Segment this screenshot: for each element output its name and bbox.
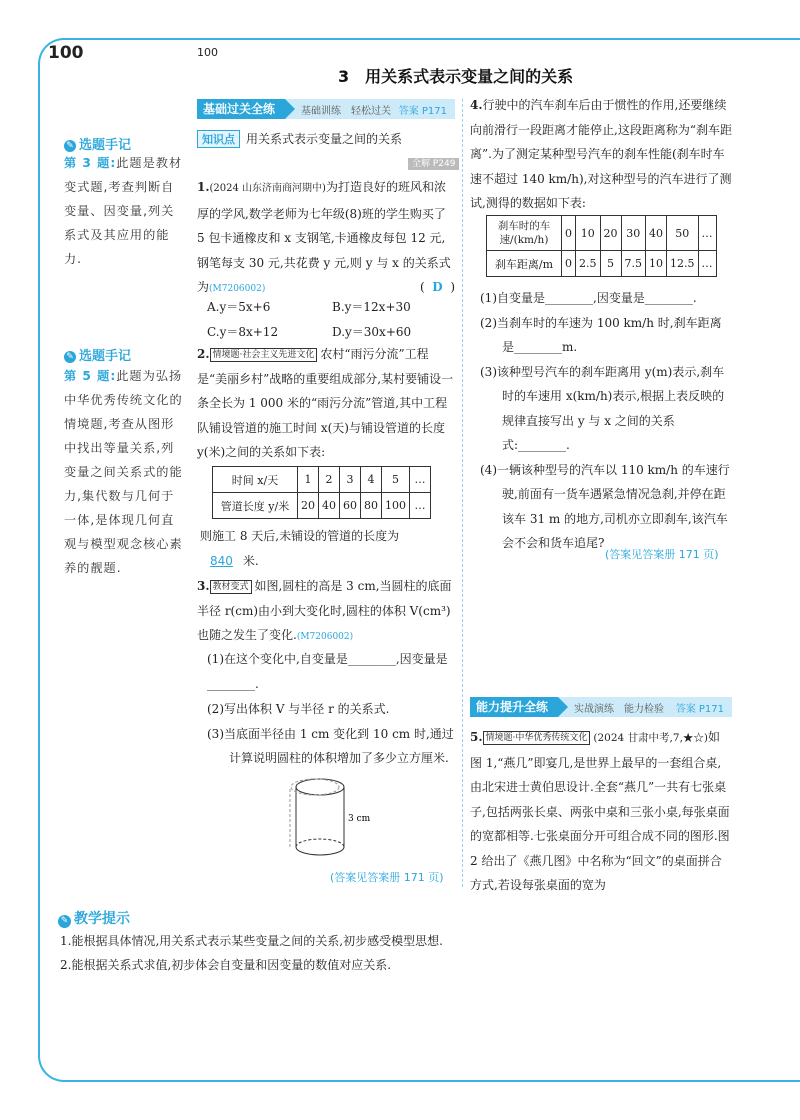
q3-answer-ref: (答案见答案册 171 页) — [330, 871, 444, 884]
banner-adv-sub: 实战演练 能力检验 — [574, 703, 665, 715]
knowledge-ref: 全解 P249 — [408, 155, 459, 170]
column-divider — [462, 99, 463, 887]
q2-answer: 840 — [210, 553, 233, 568]
page-number: 100 — [48, 43, 84, 63]
banner-advanced — [470, 697, 732, 717]
table-row: 刹车距离/m 0 2.5 5 7.5 10 12.5 … — [487, 251, 717, 277]
teaching-tip-1: 1.能根据具体情况,用关系式表示某些变量之间的关系,初步感受模型思想. — [60, 934, 443, 948]
banner-adv-answer: 答案 P171 — [675, 703, 724, 715]
page-number-small: 100 — [197, 46, 218, 59]
q2-table — [212, 466, 431, 519]
section-title: 3 用关系式表示变量之间的关系 — [338, 67, 574, 86]
sidebar-note-2-head: ✎ 选题手记 — [64, 345, 131, 364]
note-icon: ✎ — [64, 351, 76, 363]
banner-adv-label: 能力提升全练 — [470, 697, 558, 717]
question-1: 1.(2024 山东济南商河期中)为打造良好的班风和浓厚的学风,数学老师为七年级(8)班的学生购买了 5 包卡通橡皮和 x 支钢笔,卡通橡皮每包 12 元,钢笔每支 30 元,共花费 y 元,则 y 与 x 的关系式为(M7206002) ( D ) — [197, 180, 455, 294]
banner-basic-sub: 基础训练 轻松过关 — [301, 105, 392, 117]
q1-options: A.y＝5x+6 B.y＝12x+30 C.y＝8x+12 D.y＝30x+60 — [207, 300, 412, 339]
cylinder-figure — [285, 773, 385, 863]
q4-subs: (1)自变量是________,因变量是________. (2)当刹车时的车速为 100 km/h 时,刹车距离是________m. (3)该种型号汽车的刹车距离用 y(m)表示,刹车时的车速用 x(km/h)表示,根据上表反映的规律直接写出 y 与 x 之间的关系式:________. (4)一辆该种型号的汽车以 110 km/h 的车速行驶,前面有一货车遇紧急情况急刹,并停在距该车 31 m 的地方,司机亦立即刹车,该汽车会不会和货车追尾? — [480, 291, 730, 550]
banner-basic-answer: 答案 P171 — [398, 105, 447, 117]
teaching-tips-head: ✎ 教学提示 — [58, 908, 130, 928]
teaching-tip-2: 2.能根据关系式求值,初步体会自变量和因变量的数值对应关系. — [60, 958, 392, 972]
table-row: 刹车时的车速/(km/h) 0 10 20 30 40 50 … — [487, 216, 717, 251]
q4-table — [486, 215, 717, 277]
question-2: 2. 情境题·社会主义先进文化 农村“雨污分流”工程是“美丽乡村”战略的重要组成部分,某村要铺设一条全长为 1 000 米的“雨污分流”管道,其中工程队铺设管道的施工时间 x(天)与铺设管道的长度 y(米)之间的关系如下表: — [197, 347, 454, 459]
knowledge-point — [197, 130, 402, 148]
note-icon: ✎ — [64, 140, 76, 152]
question-3: 3. 教材变式 如图,圆柱的高是 3 cm,当圆柱的底面半径 r(cm)由小到大变化时,圆柱的体积 V(cm³)也随之发生了变化.(M7206002) — [197, 579, 452, 642]
knowledge-text: 用关系式表示变量之间的关系 — [246, 132, 403, 146]
knowledge-tag: 知识点 — [197, 130, 240, 148]
q2-after: 则施工 8 天后,未铺设的管道的长度为 840 米. — [200, 529, 400, 568]
table-row: 时间 x/天 1 2 3 4 5 … — [213, 467, 431, 493]
cylinder-height-label: 3 cm — [348, 814, 371, 824]
table-row: 管道长度 y/米 20 40 60 80 100 … — [213, 493, 431, 519]
q1-answer: D — [432, 280, 443, 294]
question-4: 4.行驶中的汽车刹车后由于惯性的作用,还要继续向前滑行一段距离才能停止,这段距离称为“刹车距离”.为了测定某种型号汽车的刹车性能(刹车时车速不超过 140 km/h),对这种型号的汽车进行了测试,测得的数据如下表: — [470, 98, 732, 210]
sidebar-note-1-head: ✎ 选题手记 — [64, 134, 131, 153]
sidebar-note-2: 第 5 题:此题为弘扬中华优秀传统文化的情境题,考查从图形中找出等量关系,列变量之间关系式的能力,集代数与几何于一体,是体现几何直观与模型观念核心素养的靓题. — [64, 369, 183, 575]
q4-answer-ref: (答案见答案册 171 页) — [605, 548, 719, 561]
sidebar-note-1: 第 3 题:此题是教材变式题,考查判断自变量、因变量,列关系式及其应用的能力. — [64, 156, 183, 266]
banner-basic — [197, 99, 455, 119]
tips-icon: ✎ — [58, 915, 71, 928]
question-5: 5. 情境题·中华优秀传统文化 (2024 甘肃中考,7,★☆)如图 1,“燕几”即宴几,是世界上最早的一套组合桌,由北宋进士黄伯思设计.全套“燕几”一共有七张桌子,包括两张长桌、两张中桌和三张小桌,每张桌面的宽都相等.七张桌面分开可组合成不同的图形.图 2 给出了《燕几图》中名称为“回文”的桌面拼合方式,若设每张桌面的宽为 — [470, 730, 730, 892]
q3-subs: (1)在这个变化中,自变量是________,因变量是________. (2)写出体积 V 与半径 r 的关系式. (3)当底面半径由 1 cm 变化到 10 cm 时,通过计算说明圆柱的体积增加了多少立方厘米. — [207, 652, 454, 765]
banner-basic-label: 基础过关全练 — [197, 99, 285, 119]
